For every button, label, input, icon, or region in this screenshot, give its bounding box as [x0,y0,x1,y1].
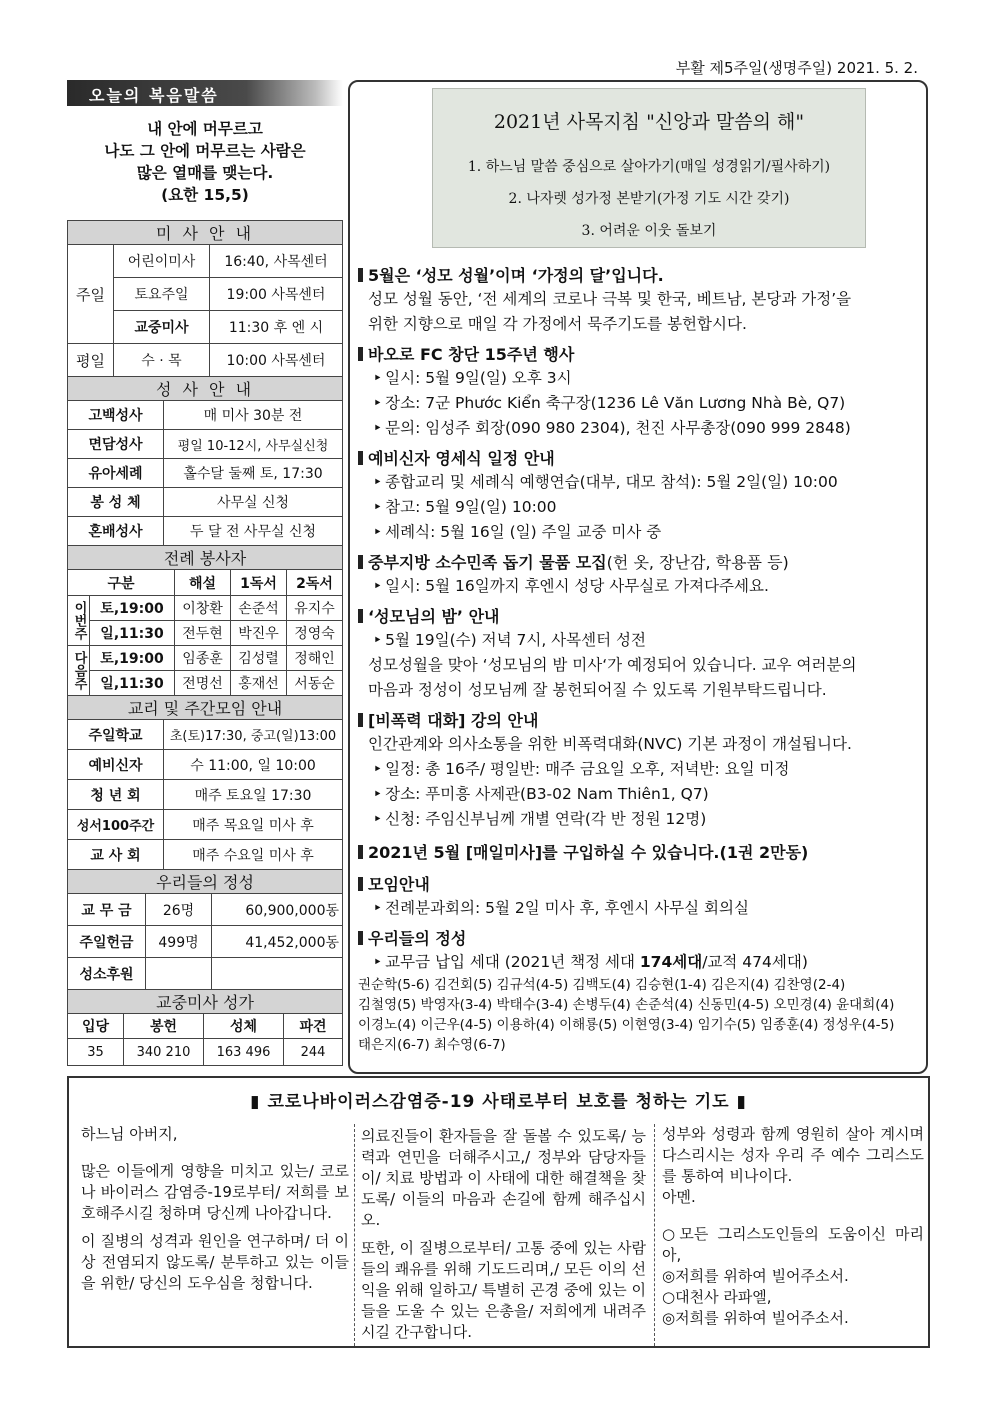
prayer-response: ◎저희를 위하여 빌어주소서. [662,1309,849,1327]
servers-header: 해설 [175,570,231,596]
prayer-column-1 [81,1124,349,1301]
sacrament-name: 고백성사 [68,401,164,430]
notice-heading: 모임안내 [358,874,926,896]
notice-bullet: ‣ 전례분과회의: 5월 2일 미사 후, 후엔시 사무실 회의실 [358,896,926,921]
left-column [67,80,343,1066]
server-day: 일,11:30 [90,621,175,646]
notice-bullet: ‣ 장소: 7군 Phước Kiển 축구장(1236 Lê Văn Lương Nhà Bè, Q7) [358,391,926,416]
offering-amount: 41,452,000동 [212,926,343,958]
server-day: 토,19:00 [90,596,175,621]
meeting-info: 매주 토요일 17:30 [164,780,343,810]
notice-bullet: ‣ 교무금 납입 세대 (2021년 책정 세대 174세대/교적 474세대) [358,950,926,975]
stats-header: 입당 [68,1014,124,1039]
sacrament-info: 홀수달 둘째 토, 17:30 [164,459,343,488]
offering-name: 성소후원 [68,958,146,990]
sunday-label: 주일 [68,245,114,344]
meeting-info: 매주 목요일 미사 후 [164,810,343,840]
offering-count [146,958,212,990]
mass-title: 미 사 안 내 [68,221,343,245]
notice-bullet: ‣ 5월 19일(수) 저녁 7시, 사목센터 성전 [358,628,926,653]
stats-header: 봉헌 [124,1014,204,1039]
notice-text: 인간관계와 의사소통을 위한 비폭력대화(NVC) 기본 과정이 개설됩니다. [368,735,852,753]
prayer-paragraph: 하느님 아버지, [81,1125,178,1143]
education-table [67,695,343,870]
meeting-info: 초(토)17:30, 중고(일)13:00 [164,720,343,750]
notice-bullet: ‣ 종합교리 및 세례식 예행연습(대부, 대모 참석): 5월 2일(일) 10:00 [358,470,926,495]
notice-heading: [비폭력 대화] 강의 안내 [358,710,926,732]
gospel-line: 많은 열매를 맺는다. [136,164,274,182]
prayer-column-3 [662,1124,924,1329]
server-reader1: 손준석 [231,596,287,621]
notice-heading: ‘성모님의 밤’ 안내 [358,606,926,628]
column-divider [354,1124,355,1346]
policy-item: 3. 어려운 이웃 돌보기 [581,223,717,239]
server-commentator: 임종훈 [175,646,231,671]
gospel-line: 나도 그 안에 머무르는 사람은 [104,142,306,160]
server-commentator: 전명선 [175,671,231,696]
mass-stats-table [67,989,343,1066]
bullet-square-icon [358,555,363,569]
prayer-box [67,1076,930,1348]
stats-value: 244 [284,1039,343,1066]
servers-table [67,545,343,696]
mass-name: 수 · 목 [114,344,210,377]
server-commentator: 전두현 [175,621,231,646]
stats-value: 35 [68,1039,124,1066]
donor-names: 이경노(4) 이근우(4-5) 이용하(4) 이해룡(5) 이현영(3-4) 임기수(5) 임종훈(4) 정성우(4-5) [358,1017,895,1033]
education-title: 교리 및 주간모임 안내 [68,696,343,720]
servers-title: 전례 봉사자 [68,546,343,570]
offering-name: 교 무 금 [68,894,146,926]
notice-text: 성모 성월 동안, ‘전 세계의 코로나 극복 및 한국, 베트남, 본당과 가정’을 [368,290,852,308]
bullet-square-icon [358,845,363,859]
server-day: 토,19:00 [90,646,175,671]
prayer-title: ▮ 코로나바이러스감염증-19 사태로부터 보호를 청하는 기도 ▮ [250,1092,747,1112]
policy-item: 2. 나자렛 성가정 본받기(가정 기도 시간 갖기) [508,191,790,207]
offering-count: 26명 [146,894,212,926]
notice-bullet: ‣ 신청: 주임신부님께 개별 연락(각 반 정원 12명) [358,807,926,832]
stats-value: 340 210 [124,1039,204,1066]
policy-title: 2021년 사목지침 "신앙과 말씀의 해" [493,111,805,133]
notice-text: 마음과 정성이 성모님께 잘 봉헌되어질 수 있도록 기원부탁드립니다. [368,681,827,699]
notice-heading: 우리들의 정성 [358,928,926,950]
server-reader2: 정영숙 [287,621,343,646]
meeting-info: 수 11:00, 일 10:00 [164,750,343,780]
offering-amount [212,958,343,990]
sacrament-info: 매 미사 30분 전 [164,401,343,430]
prayer-paragraph: 많은 이들에게 영향을 미치고 있는/ 코로나 바이러스 감염증-19로부터/ 저희를 보호해주시길 청하며 당신께 나아갑니다. [81,1162,349,1222]
meeting-info: 매주 수요일 미사 후 [164,840,343,870]
notice-heading: 2021년 5월 [매일미사]를 구입하실 수 있습니다.(1권 2만동) [358,842,926,864]
bullet-square-icon [358,347,363,361]
prayer-column-2 [361,1126,646,1350]
stats-header: 파견 [284,1014,343,1039]
gospel-line: 내 안에 머무르고 [147,120,263,138]
offering-name: 주일헌금 [68,926,146,958]
notice-text: 성모성월을 맞아 ‘성모님의 밤 미사‘가 예정되어 있습니다. 교우 여러분의 [368,656,857,674]
notice-bullet: ‣ 세례식: 5월 16일 (일) 주일 교중 미사 중 [358,520,926,545]
mass-name: 토요주일 [114,278,210,311]
server-reader2: 유지수 [287,596,343,621]
sacrament-name: 봉 성 체 [68,488,164,517]
donor-names: 태은지(6-7) 최수영(6-7) [358,1037,506,1053]
weekday-label: 평일 [68,344,114,377]
prayer-paragraph: 성부와 성령과 함께 영원히 살아 계시며 다스리시는 성자 우리 주 예수 그리스도를 통하여 비나이다. [662,1125,924,1185]
notice-bullet: ‣ 일시: 5월 9일(일) 오후 3시 [358,366,926,391]
notice-text: 위한 지향으로 매일 각 가정에서 묵주기도를 봉헌합시다. [368,315,747,333]
servers-header: 구분 [68,570,175,596]
donor-names: 권순학(5-6) 김건회(5) 김규석(4-5) 김백도(4) 김승현(1-4) 김은지(4) 김찬영(2-4) [358,977,846,993]
offering-count: 499명 [146,926,212,958]
offerings-title: 우리들의 정성 [68,870,343,894]
servers-header: 2독서 [287,570,343,596]
notice-bullet: ‣ 문의: 임성주 회장(090 980 2304), 천진 사무총장(090 999 2848) [358,416,926,441]
prayer-response: ○대천사 라파엘, [662,1288,772,1306]
notices-box [348,80,928,1074]
gospel-text [67,106,343,220]
offerings-table [67,869,343,990]
server-day: 일,11:30 [90,671,175,696]
sacrament-info: 사무실 신청 [164,488,343,517]
sacrament-info: 평일 10-12시, 사무실신청 [164,430,343,459]
server-reader2: 서동순 [287,671,343,696]
mass-name: 교중미사 [114,311,210,344]
mass-time: 10:00 사목센터 [210,344,343,377]
bullet-square-icon [358,877,363,891]
server-commentator: 이창환 [175,596,231,621]
next-week-label: 다음주 [68,646,90,696]
bullet-square-icon [358,451,363,465]
meeting-name: 예비신자 [68,750,164,780]
notice-bullet: ‣ 일정: 총 16주/ 평일반: 매주 금요일 오후, 저녁반: 요일 미정 [358,757,926,782]
notice-bullet: ‣ 참고: 5월 9일(일) 10:00 [358,495,926,520]
mass-time: 19:00 사목센터 [210,278,343,311]
prayer-paragraph: 또한, 이 질병으로부터/ 고통 중에 있는 사람들의 쾌유를 위해 기도드리며,/ 모든 이의 선익을 위해 일하고/ 특별히 곤경 중에 있는 이들을 도울 수 있는 은총을/ 저희에게 내려주시길 간구합니다. [361,1239,646,1341]
meeting-name: 청 년 회 [68,780,164,810]
sacrament-name: 혼배성사 [68,517,164,546]
prayer-response: ○모든 그리스도인들의 도움이신 마리아, [662,1225,924,1264]
bullet-square-icon [358,931,363,945]
notices-content [358,258,926,1055]
prayer-paragraph: 아멘. [662,1188,696,1206]
sacrament-info: 두 달 전 사무실 신청 [164,517,343,546]
server-reader2: 정해인 [287,646,343,671]
prayer-response: ◎저희를 위하여 빌어주소서. [662,1267,849,1285]
mass-stats-title: 교중미사 성가 [68,990,343,1014]
sacraments-table [67,376,343,546]
bullet-square-icon [358,713,363,727]
bulletin-date: 부활 제5주일(생명주일) 2021. 5. 2. [675,59,918,77]
donor-names: 김철영(5) 박영자(3-4) 박태수(3-4) 손병두(4) 손준석(4) 신동민(4-5) 오민경(4) 윤대희(4) [358,997,895,1013]
sacrament-name: 유아세례 [68,459,164,488]
policy-item: 1. 하느님 말씀 중심으로 살아가기(매일 성경읽기/필사하기) [467,159,831,175]
stats-header: 성체 [204,1014,284,1039]
mass-time: 11:30 후 엔 시 [210,311,343,344]
notice-bullet: ‣ 일시: 5월 16일까지 후엔시 성당 사무실로 가져다주세요. [358,574,926,599]
prayer-paragraph: 의료진들이 환자들을 잘 돌볼 수 있도록/ 능력과 연민을 더해주시고,/ 정부와 담당자들이/ 치료 방법과 이 사태에 대한 해결책을 찾도록/ 이들의 마음과 손길에 함께 해주십시오. [361,1127,646,1229]
this-week-label: 이번주 [68,596,90,646]
meeting-name: 주일학교 [68,720,164,750]
meeting-name: 교 사 회 [68,840,164,870]
sacraments-title: 성 사 안 내 [68,377,343,401]
notice-heading: 예비신자 영세식 일정 안내 [358,448,926,470]
offering-amount: 60,900,000동 [212,894,343,926]
mass-table [67,220,343,377]
bullet-square-icon [358,609,363,623]
server-reader1: 박진우 [231,621,287,646]
gospel-reference: (요한 15,5) [161,186,249,204]
server-reader1: 김성렬 [231,646,287,671]
server-reader1: 홍재선 [231,671,287,696]
gospel-heading: 오늘의 복음말씀 [67,80,343,106]
bullet-square-icon [358,268,363,282]
servers-header: 1독서 [231,570,287,596]
notice-heading: 중부지방 소수민족 돕기 물품 모집(헌 옷, 장난감, 학용품 등) [358,552,926,574]
mass-time: 16:40, 사목센터 [210,245,343,278]
meeting-name: 성서100주간 [68,810,164,840]
column-divider [654,1124,655,1346]
notice-bullet: ‣ 장소: 푸미흥 사제관(B3-02 Nam Thiên1, Q7) [358,782,926,807]
mass-name: 어린이미사 [114,245,210,278]
stats-value: 163 496 [204,1039,284,1066]
notice-heading: 5월은 ‘성모 성월’이며 ‘가정의 달’입니다. [358,265,926,287]
sacrament-name: 면담성사 [68,430,164,459]
pastoral-policy-box [432,88,866,248]
notice-heading: 바오로 FC 창단 15주년 행사 [358,344,926,366]
prayer-paragraph: 이 질병의 성격과 원인을 연구하며/ 더 이상 전염되지 않도록/ 분투하고 있는 이들을 위한/ 당신의 도우심을 청합니다. [81,1232,349,1292]
